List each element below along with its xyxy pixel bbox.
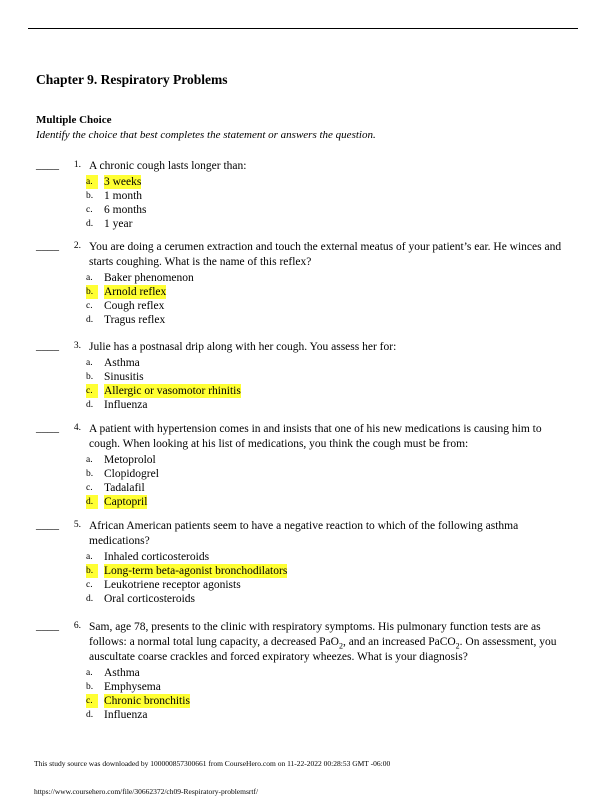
option-text-highlighted: Arnold reflex (104, 286, 167, 298)
option-letter: b. (86, 372, 94, 382)
option-letter: c. (86, 384, 98, 398)
footer-download-note: This study source was downloaded by 100000857300661 from CourseHero.com on 11-22-2022 00:28:53 GMT -06:00 (34, 759, 391, 768)
question-number: 6. (73, 621, 81, 631)
option-text: 1 month (104, 190, 143, 202)
option-letter: b. (86, 469, 94, 479)
instructions: Identify the choice that best completes the statement or answers the question. (36, 129, 376, 141)
option-letter: b. (86, 191, 94, 201)
option-text: Influenza (104, 399, 148, 411)
question-number: 2. (73, 241, 81, 251)
answer-blank: ____ (36, 620, 59, 632)
option-text-highlighted: Long-term beta-agonist bronchodilators (104, 565, 288, 577)
option-letter: d. (86, 400, 94, 410)
question-number: 4. (73, 423, 81, 433)
option-letter: a. (86, 273, 93, 283)
question-number: 5. (73, 520, 81, 530)
option-letter: c. (86, 301, 93, 311)
answer-blank: ____ (36, 240, 59, 252)
option-letter: d. (86, 594, 94, 604)
option-letter: c. (86, 205, 93, 215)
option-text: Sinusitis (104, 371, 144, 383)
option-text: Oral corticosteroids (104, 593, 196, 605)
option-text: Tragus reflex (104, 314, 166, 326)
question-text: A chronic cough lasts longer than: (89, 160, 247, 172)
option-letter: b. (86, 564, 98, 578)
option-text: Influenza (104, 709, 148, 721)
option-text: 1 year (104, 218, 133, 230)
option-letter: b. (86, 285, 98, 299)
option-text: Cough reflex (104, 300, 165, 312)
option-text: Clopidogrel (104, 468, 159, 480)
answer-blank: ____ (36, 519, 59, 531)
option-text: Leukotriene receptor agonists (104, 579, 241, 591)
option-letter: a. (86, 668, 93, 678)
option-text: Emphysema (104, 681, 161, 693)
question-number: 3. (73, 341, 81, 351)
answer-blank: ____ (36, 422, 59, 434)
question-text: Julie has a postnasal drip along with her cough. You assess her for: (89, 341, 397, 353)
top-rule (28, 28, 578, 29)
footer-url[interactable]: https://www.coursehero.com/file/30662372/ch09-Respiratory-problemsrtf/ (34, 787, 259, 796)
question-text: Sam, age 78, presents to the clinic with respiratory symptoms. His pulmonary function tests are as follows: a normal total lung capacity, a decreased PaO$_2$, and an increased PaCO$_2$. On assessment, you auscultate coarse crackles and forced expiratory wheezes. What is your diagnosis? (89, 621, 557, 663)
option-text: Tadalafil (104, 482, 145, 494)
option-text-highlighted: Captopril (104, 496, 148, 508)
answer-blank: ____ (36, 159, 59, 171)
section-heading: Multiple Choice (36, 114, 112, 126)
option-text: Baker phenomenon (104, 272, 194, 284)
chapter-title: Chapter 9. Respiratory Problems (36, 72, 228, 87)
option-text-highlighted: Allergic or vasomotor rhinitis (104, 385, 241, 397)
option-letter: d. (86, 710, 94, 720)
option-text-highlighted: 3 weeks (104, 176, 142, 188)
option-text-highlighted: Chronic bronchitis (104, 695, 190, 707)
option-text: Asthma (104, 667, 140, 679)
option-letter: d. (86, 219, 94, 229)
option-letter: b. (86, 682, 94, 692)
option-letter: d. (86, 315, 94, 325)
option-letter: c. (86, 483, 93, 493)
option-letter: a. (86, 175, 98, 189)
option-letter: c. (86, 580, 93, 590)
option-text: 6 months (104, 204, 147, 216)
question-number: 1. (73, 160, 81, 170)
answer-blank: ____ (36, 340, 59, 352)
option-text: Asthma (104, 357, 140, 369)
option-text: Metoprolol (104, 454, 156, 466)
option-letter: d. (86, 495, 98, 509)
option-letter: a. (86, 455, 93, 465)
question-text: You are doing a cerumen extraction and touch the external meatus of your patient’s ear. He winces and starts coughing. What is the name of this reflex? (89, 241, 562, 268)
question-text: A patient with hypertension comes in and insists that one of his new medications is causing him to cough. When looking at his list of medications, you think the cough must be from: (89, 423, 542, 450)
option-letter: c. (86, 694, 98, 708)
option-letter: a. (86, 552, 93, 562)
option-text: Inhaled corticosteroids (104, 551, 210, 563)
option-letter: a. (86, 358, 93, 368)
question-text: African American patients seem to have a negative reaction to which of the following asthma medications? (89, 520, 519, 547)
